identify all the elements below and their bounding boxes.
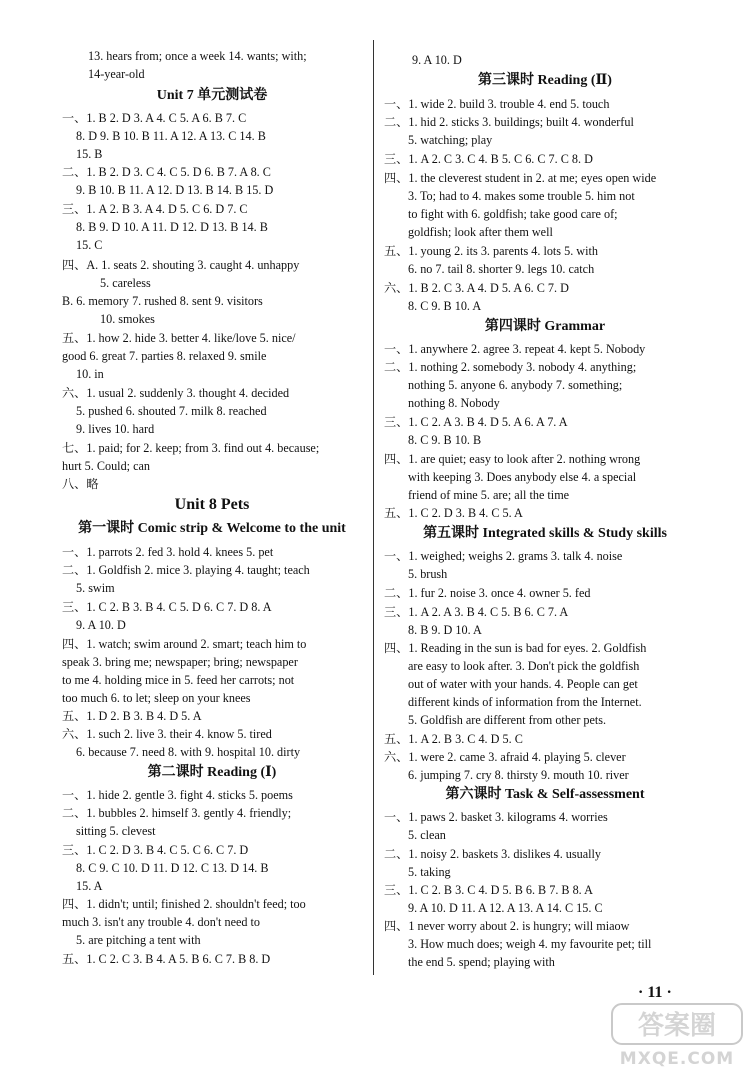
answer-line: 二、1. nothing 2. somebody 3. nobody 4. anything;: [384, 360, 637, 374]
answer-line: 3. How much does; weigh 4. my favourite pet; till: [408, 937, 652, 951]
answer-line: 5. careless: [100, 276, 151, 290]
answer-line: 9. A 10. D: [412, 53, 462, 67]
answer-line: different kinds of information from the Internet.: [408, 695, 642, 709]
column-divider: [373, 40, 374, 975]
answer-line: 八、略: [62, 477, 99, 491]
answer-line: 二、1. fur 2. noise 3. once 4. owner 5. fed: [384, 586, 591, 600]
answer-line: 一、1. parrots 2. fed 3. hold 4. knees 5. pet: [62, 545, 274, 559]
answer-line: 四、1. the cleverest student in 2. at me; eyes open wide: [384, 171, 657, 185]
answer-line: 8. B 9. D 10. A 11. D 12. D 13. B 14. B: [76, 220, 268, 234]
answer-line: the end 5. spend; playing with: [408, 955, 555, 969]
answer-line: much 3. isn't any trouble 4. don't need to: [62, 915, 261, 929]
watermark-text-url: MXQE.COM: [619, 1049, 735, 1069]
answer-line: 10. in: [76, 367, 104, 381]
answer-line: 四、1. are quiet; easy to look after 2. nothing wrong: [384, 452, 641, 466]
answer-line: 三、1. C 2. B 3. C 4. D 5. B 6. B 7. B 8. A: [384, 883, 593, 897]
answer-line: 5. watching; play: [408, 133, 493, 147]
answer-line: 六、1. B 2. C 3. A 4. D 5. A 6. C 7. D: [384, 281, 569, 295]
section-heading: Unit 7 单元测试卷: [156, 88, 268, 103]
answer-line: 三、1. A 2. A 3. B 4. C 5. B 6. C 7. A: [384, 605, 569, 619]
answer-line: 一、1. hide 2. gentle 3. fight 4. sticks 5. poems: [62, 788, 293, 802]
answer-line: 6. because 7. need 8. with 9. hospital 10. dirty: [76, 745, 301, 759]
answer-line: 6. no 7. tail 8. shorter 9. legs 10. catch: [408, 262, 595, 276]
section-heading: 第三课时 Reading (Ⅱ): [478, 73, 612, 88]
answer-line: 5. pushed 6. shouted 7. milk 8. reached: [76, 404, 267, 418]
answer-line: 六、1. such 2. live 3. their 4. know 5. tired: [62, 727, 272, 741]
section-heading: 第一课时 Comic strip & Welcome to the unit: [78, 521, 346, 536]
answer-line: speak 3. bring me; newspaper; bring; newspaper: [62, 655, 298, 669]
answer-line: 七、1. paid; for 2. keep; from 3. find out 4. because;: [62, 441, 320, 455]
answer-line: nothing 5. anyone 6. anybody 7. something;: [408, 378, 623, 392]
answer-line: 5. are pitching a tent with: [76, 933, 201, 947]
answer-line: 五、1. A 2. B 3. C 4. D 5. C: [384, 732, 523, 746]
answer-line: goldfish; look after them well: [408, 225, 553, 239]
answer-line: 9. B 10. B 11. A 12. D 13. B 14. B 15. D: [76, 183, 274, 197]
answer-line: 四、1. Reading in the sun is bad for eyes. 2. Goldfish: [384, 641, 647, 655]
answer-line: 三、1. A 2. C 3. C 4. B 5. C 6. C 7. C 8. D: [384, 152, 593, 166]
page-number: · 11 ·: [638, 984, 672, 1001]
answer-line: 三、1. C 2. D 3. B 4. C 5. C 6. C 7. D: [62, 843, 249, 857]
answer-line: 三、1. C 2. A 3. B 4. D 5. A 6. A 7. A: [384, 415, 568, 429]
answer-line: 五、1. C 2. C 3. B 4. A 5. B 6. C 7. B 8. D: [62, 952, 271, 966]
watermark-logo: [608, 1000, 746, 1072]
answer-line: B. 6. memory 7. rushed 8. sent 9. visitors: [62, 294, 263, 308]
answer-line: good 6. great 7. parties 8. relaxed 9. smile: [62, 349, 267, 363]
answer-line: 13. hears from; once a week 14. wants; with;: [88, 49, 307, 63]
section-heading: 第五课时 Integrated skills & Study skills: [423, 526, 667, 541]
answer-line: sitting 5. clevest: [76, 824, 156, 838]
answer-line: to fight with 6. goldfish; take good care of;: [408, 207, 618, 221]
answer-line: 15. C: [76, 238, 103, 252]
answer-line: 二、1. noisy 2. baskets 3. dislikes 4. usually: [384, 847, 602, 861]
answer-line: 二、1. bubbles 2. himself 3. gently 4. friendly;: [62, 806, 292, 820]
answer-line: nothing 8. Nobody: [408, 396, 500, 410]
answer-line: 五、1. how 2. hide 3. better 4. like/love 5. nice/: [62, 331, 296, 345]
answer-line: 五、1. C 2. D 3. B 4. C 5. A: [384, 506, 523, 520]
answer-line: 一、1. wide 2. build 3. trouble 4. end 5. touch: [384, 97, 610, 111]
section-heading: 第六课时 Task & Self-assessment: [445, 787, 645, 802]
answer-line: 二、1. B 2. D 3. C 4. C 5. D 6. B 7. A 8. C: [62, 165, 271, 179]
answer-line: 9. lives 10. hard: [76, 422, 155, 436]
answer-line: 9. A 10. D 11. A 12. A 13. A 14. C 15. C: [408, 901, 603, 915]
answer-line: 14-year-old: [88, 67, 145, 81]
answer-line: 5. brush: [408, 567, 448, 581]
answer-line: 三、1. C 2. B 3. B 4. C 5. D 6. C 7. D 8. A: [62, 600, 272, 614]
answer-line: out of water with your hands. 4. People can get: [408, 677, 638, 691]
answer-line: 6. jumping 7. cry 8. thirsty 9. mouth 10. river: [408, 768, 629, 782]
answer-line: friend of mine 5. are; all the time: [408, 488, 570, 502]
answer-line: 一、1. paws 2. basket 3. kilograms 4. worries: [384, 810, 608, 824]
answer-line: 8. B 9. D 10. A: [408, 623, 482, 637]
answer-line: 8. C 9. B 10. A: [408, 299, 482, 313]
answer-line: 一、1. weighed; weighs 2. grams 3. talk 4. noise: [384, 549, 623, 563]
answer-line: 5. Goldfish are different from other pets.: [408, 713, 607, 727]
answer-line: 8. D 9. B 10. B 11. A 12. A 13. C 14. B: [76, 129, 266, 143]
section-heading: Unit 8 Pets: [174, 496, 250, 513]
answer-line: 一、1. B 2. D 3. A 4. C 5. A 6. B 7. C: [62, 111, 247, 125]
answer-line: 5. swim: [76, 581, 115, 595]
answer-line: with keeping 3. Does anybody else 4. a special: [408, 470, 637, 484]
answer-line: 一、1. anywhere 2. agree 3. repeat 4. kept 5. Nobody: [384, 342, 646, 356]
answer-line: 二、1. Goldfish 2. mice 3. playing 4. taught; teach: [62, 563, 310, 577]
watermark-text-cn: 答案圈: [637, 1011, 717, 1041]
answer-line: 5. clean: [408, 828, 446, 842]
answer-line: 15. A: [76, 879, 103, 893]
answer-line: hurt 5. Could; can: [62, 459, 151, 473]
answer-line: 六、1. usual 2. suddenly 3. thought 4. decided: [62, 386, 290, 400]
section-heading: 第二课时 Reading (Ⅰ): [147, 765, 277, 780]
answer-line: 四、1 never worry about 2. is hungry; will miaow: [384, 919, 630, 933]
answer-line: too much 6. to let; sleep on your knees: [62, 691, 251, 705]
answer-line: 三、1. A 2. B 3. A 4. D 5. C 6. D 7. C: [62, 202, 248, 216]
answer-line: 10. smokes: [100, 312, 155, 326]
answer-line: 5. taking: [408, 865, 451, 879]
section-heading: 第四课时 Grammar: [484, 319, 606, 334]
answer-line: 8. C 9. B 10. B: [408, 433, 482, 447]
answer-line: 8. C 9. C 10. D 11. D 12. C 13. D 14. B: [76, 861, 269, 875]
answer-line: 9. A 10. D: [76, 618, 126, 632]
answer-line: 15. B: [76, 147, 103, 161]
answer-line: 四、1. watch; swim around 2. smart; teach him to: [62, 637, 307, 651]
answer-line: 四、1. didn't; until; finished 2. shouldn't feed; too: [62, 897, 306, 911]
answer-line: to me 4. holding mice in 5. feed her carrots; not: [62, 673, 295, 687]
answer-line: 五、1. young 2. its 3. parents 4. lots 5. with: [384, 244, 598, 258]
answer-line: 二、1. hid 2. sticks 3. buildings; built 4. wonderful: [384, 115, 634, 129]
answer-line: are easy to look after. 3. Don't pick the goldfish: [408, 659, 640, 673]
answer-line: 五、1. D 2. B 3. B 4. D 5. A: [62, 709, 202, 723]
answer-line: 六、1. were 2. came 3. afraid 4. playing 5. clever: [384, 750, 626, 764]
answer-line: 四、A. 1. seats 2. shouting 3. caught 4. unhappy: [62, 258, 300, 272]
answer-line: 3. To; had to 4. makes some trouble 5. him not: [408, 189, 635, 203]
